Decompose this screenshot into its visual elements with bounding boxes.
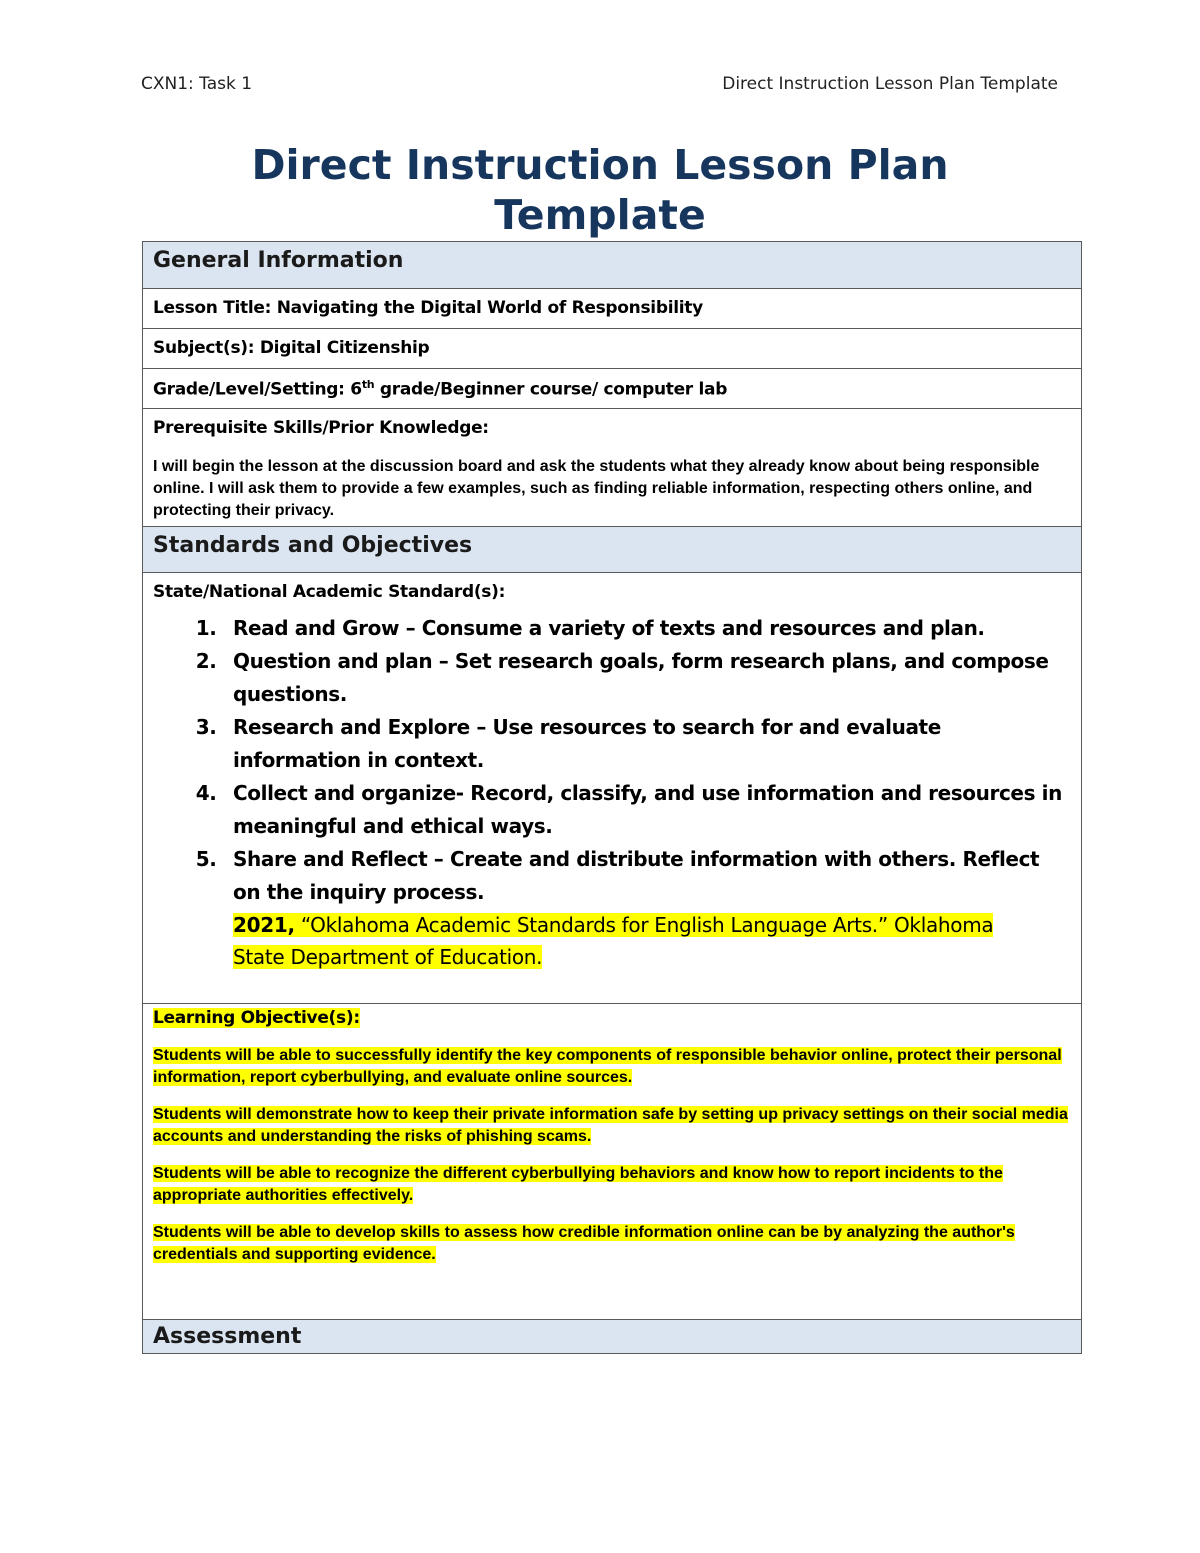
objective-item: Students will be able to develop skills to assess how credible information online can be by analyzing the author's credentials and supporting evidence.	[153, 1224, 1015, 1263]
lesson-title-row	[143, 289, 1082, 329]
standards-row	[143, 527, 1082, 573]
grade-superscript: th	[361, 378, 375, 391]
prereq-cell	[143, 409, 1082, 527]
standard-item: 3. Research and Explore – Use resources to search for and evaluate information in context.	[223, 711, 1071, 777]
objective-item: Students will demonstrate how to keep their private information safe by setting up privacy settings on their social media accounts and understanding the risks of phishing scams.	[153, 1106, 1068, 1145]
general-info-header	[143, 242, 1082, 289]
assessment-heading: Assessment	[153, 1324, 302, 1349]
citation-year: 2021,	[233, 913, 295, 937]
running-header-right: Direct Instruction Lesson Plan Template	[722, 74, 1058, 94]
standards-list	[153, 612, 1071, 909]
assessment-header	[143, 1320, 1082, 1354]
grade-row	[143, 369, 1082, 409]
document-title: Direct Instruction Lesson Plan Template	[251, 141, 949, 239]
general-info-heading: General Information	[153, 248, 404, 273]
subjects-row	[143, 329, 1082, 369]
lesson-title: Lesson Title: Navigating the Digital World of Responsibility	[153, 298, 703, 318]
subjects: Subject(s): Digital Citizenship	[153, 338, 430, 358]
objectives-label-text: Learning Objective(s):	[153, 1008, 360, 1028]
objectives-label	[153, 1004, 1071, 1028]
assessment-row	[143, 1320, 1082, 1354]
prereq-text: I will begin the lesson at the discussion board and ask the students what they already know about being responsible online. I will ask them to provide a few examples, such as finding reliable information, respecting others online, and protecting their privacy.	[153, 458, 1040, 519]
standards-label: State/National Academic Standard(s):	[153, 582, 506, 602]
standards-heading: Standards and Objectives	[153, 533, 473, 558]
standards-body-row	[143, 573, 1082, 1004]
grade-level-setting	[153, 369, 1071, 400]
objective-item: Students will be able to successfully identify the key components of responsible behavior online, protect their personal information, report cyberbullying, and evaluate online sources.	[153, 1047, 1062, 1086]
standards-citation	[233, 909, 1033, 973]
lesson-plan-table	[142, 241, 1082, 1354]
standards-header	[143, 527, 1082, 573]
standards-cell	[143, 573, 1082, 1004]
standard-item: 2. Question and plan – Set research goals, form research plans, and compose questions.	[223, 645, 1071, 711]
citation-text: “Oklahoma Academic Standards for English Language Arts.” Oklahoma State Department of Education.	[233, 913, 994, 969]
lesson-title-cell	[143, 289, 1082, 329]
standard-item: 1. Read and Grow – Consume a variety of texts and resources and plan.	[223, 612, 1071, 645]
standard-item: 4. Collect and organize- Record, classify, and use information and resources in meaningful and ethical ways.	[223, 777, 1071, 843]
grade-rest: grade/Beginner course/ computer lab	[374, 379, 728, 400]
subjects-cell	[143, 329, 1082, 369]
objective-item: Students will be able to recognize the different cyberbullying behaviors and know how to report incidents to the appropriate authorities effectively.	[153, 1165, 1003, 1204]
standard-item: 5. Share and Reflect – Create and distribute information with others. Reflect on the inquiry process.	[223, 843, 1071, 909]
objectives-cell	[143, 1004, 1082, 1320]
prereq-row	[143, 409, 1082, 527]
running-header-left: CXN1: Task 1	[141, 74, 253, 94]
grade-cell	[143, 369, 1082, 409]
grade-prefix: Grade/Level/Setting: 6	[153, 379, 362, 400]
objectives-row	[143, 1004, 1082, 1320]
general-info-row	[143, 242, 1082, 289]
prereq-label: Prerequisite Skills/Prior Knowledge:	[153, 418, 489, 438]
